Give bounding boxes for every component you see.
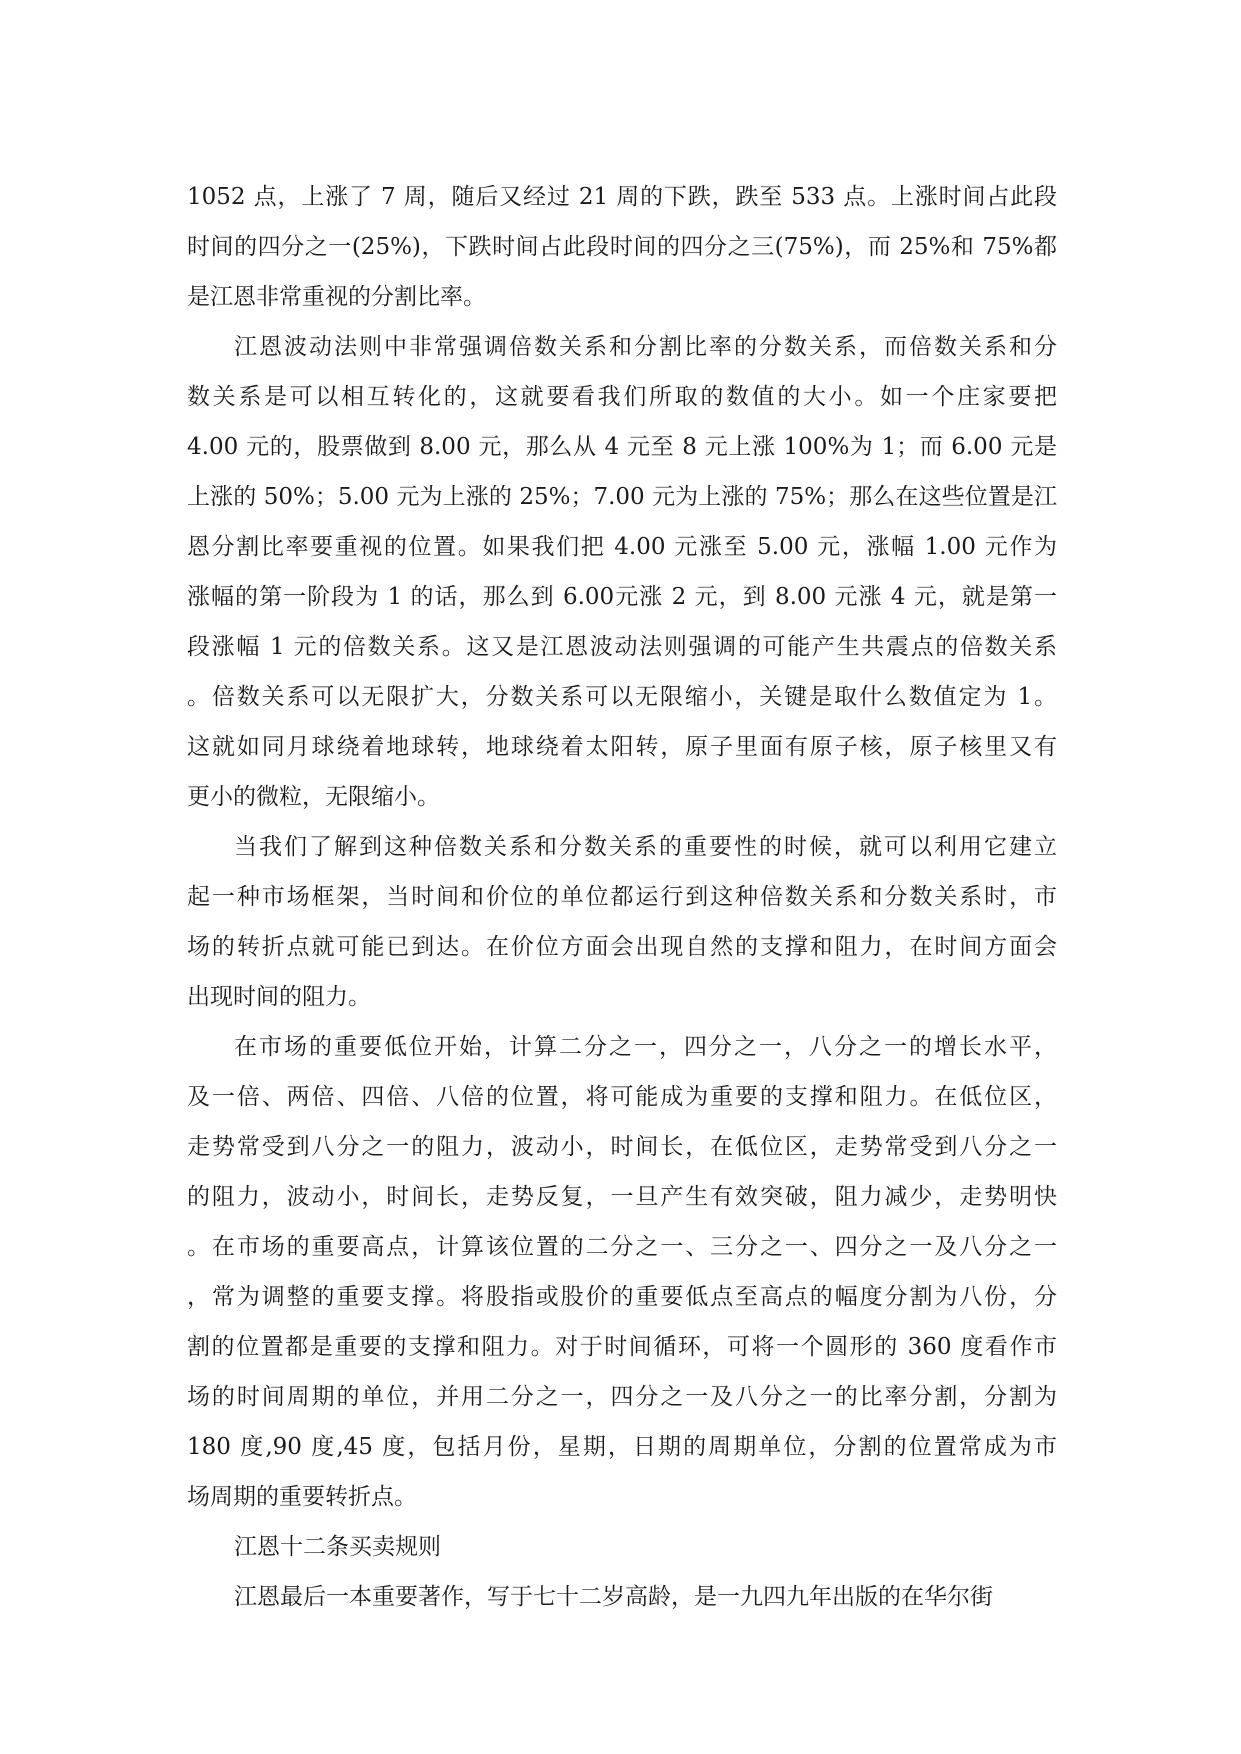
text-line: 180 度,90 度,45 度，包括月份，星期，日期的周期单位，分割的位置常成为市	[187, 1434, 1057, 1460]
text-line: 这就如同月球绕着地球转，地球绕着太阳转，原子里面有原子核，原子核里又有	[187, 734, 1057, 760]
text-line: 段涨幅 1 元的倍数关系。这又是江恩波动法则强调的可能产生共震点的倍数关系	[187, 634, 1057, 660]
text-line: 江恩最后一本重要著作，写于七十二岁高龄，是一九四九年出版的在华尔街	[234, 1584, 993, 1610]
paragraph-p4	[187, 1022, 1057, 1522]
text-line: 涨幅的第一阶段为 1 的话，那么到 6.00元涨 2 元，到 8.00 元涨 4 元，就是第一	[187, 584, 1057, 610]
document-body	[187, 172, 1057, 1622]
paragraph-p5	[187, 1522, 1057, 1572]
text-line: 。在市场的重要高点，计算该位置的二分之一、三分之一、四分之一及八分之一	[187, 1234, 1057, 1260]
paragraph-p2	[187, 322, 1057, 822]
text-line: 场的时间周期的单位，并用二分之一，四分之一及八分之一的比率分割，分割为	[187, 1384, 1057, 1410]
text-line: 4.00 元的，股票做到 8.00 元，那么从 4 元至 8 元上涨 100%为 1；而 6.00 元是	[187, 434, 1057, 460]
text-line: 更小的微粒，无限缩小。	[187, 784, 440, 810]
text-line: 江恩波动法则中非常强调倍数关系和分割比率的分数关系，而倍数关系和分	[234, 334, 1057, 360]
text-line: 的阻力，波动小，时间长，走势反复，一旦产生有效突破，阻力减少，走势明快	[187, 1184, 1057, 1210]
paragraph-p6	[187, 1572, 1057, 1622]
text-line: 出现时间的阻力。	[187, 984, 371, 1010]
text-line: 及一倍、两倍、四倍、八倍的位置，将可能成为重要的支撑和阻力。在低位区，	[187, 1084, 1057, 1110]
text-line: 。倍数关系可以无限扩大，分数关系可以无限缩小，关键是取什么数值定为 1。	[187, 684, 1057, 710]
paragraph-p3	[187, 822, 1057, 1022]
text-line: 起一种市场框架，当时间和价位的单位都运行到这种倍数关系和分数关系时，市	[187, 884, 1057, 910]
text-line: 1052 点，上涨了 7 周，随后又经过 21 周的下跌，跌至 533 点。上涨时间占此段	[187, 184, 1057, 210]
text-line: 数关系是可以相互转化的，这就要看我们所取的数值的大小。如一个庄家要把	[187, 384, 1057, 410]
text-line: 场周期的重要转折点。	[187, 1484, 417, 1510]
text-line: 在市场的重要低位开始，计算二分之一，四分之一，八分之一的增长水平，	[234, 1034, 1057, 1060]
text-line: 是江恩非常重视的分割比率。	[187, 284, 486, 310]
text-line: 当我们了解到这种倍数关系和分数关系的重要性的时候，就可以利用它建立	[234, 834, 1057, 860]
text-line: 场的转折点就可能已到达。在价位方面会出现自然的支撑和阻力，在时间方面会	[187, 934, 1057, 960]
paragraph-p1	[187, 172, 1057, 322]
text-line: 走势常受到八分之一的阻力，波动小，时间长，在低位区，走势常受到八分之一	[187, 1134, 1057, 1160]
text-line: 割的位置都是重要的支撑和阻力。对于时间循环，可将一个圆形的 360 度看作市	[187, 1334, 1057, 1360]
text-line: 上涨的 50%；5.00 元为上涨的 25%；7.00 元为上涨的 75%；那么在这些位置是江	[187, 484, 1057, 510]
text-line: 恩分割比率要重视的位置。如果我们把 4.00 元涨至 5.00 元，涨幅 1.00 元作为	[187, 534, 1057, 560]
text-line: ，常为调整的重要支撑。将股指或股价的重要低点至高点的幅度分割为八份，分	[187, 1284, 1057, 1310]
text-line: 江恩十二条买卖规则	[234, 1534, 441, 1560]
text-line: 时间的四分之一(25%)，下跌时间占此段时间的四分之三(75%)，而 25%和 75%都	[187, 234, 1057, 260]
